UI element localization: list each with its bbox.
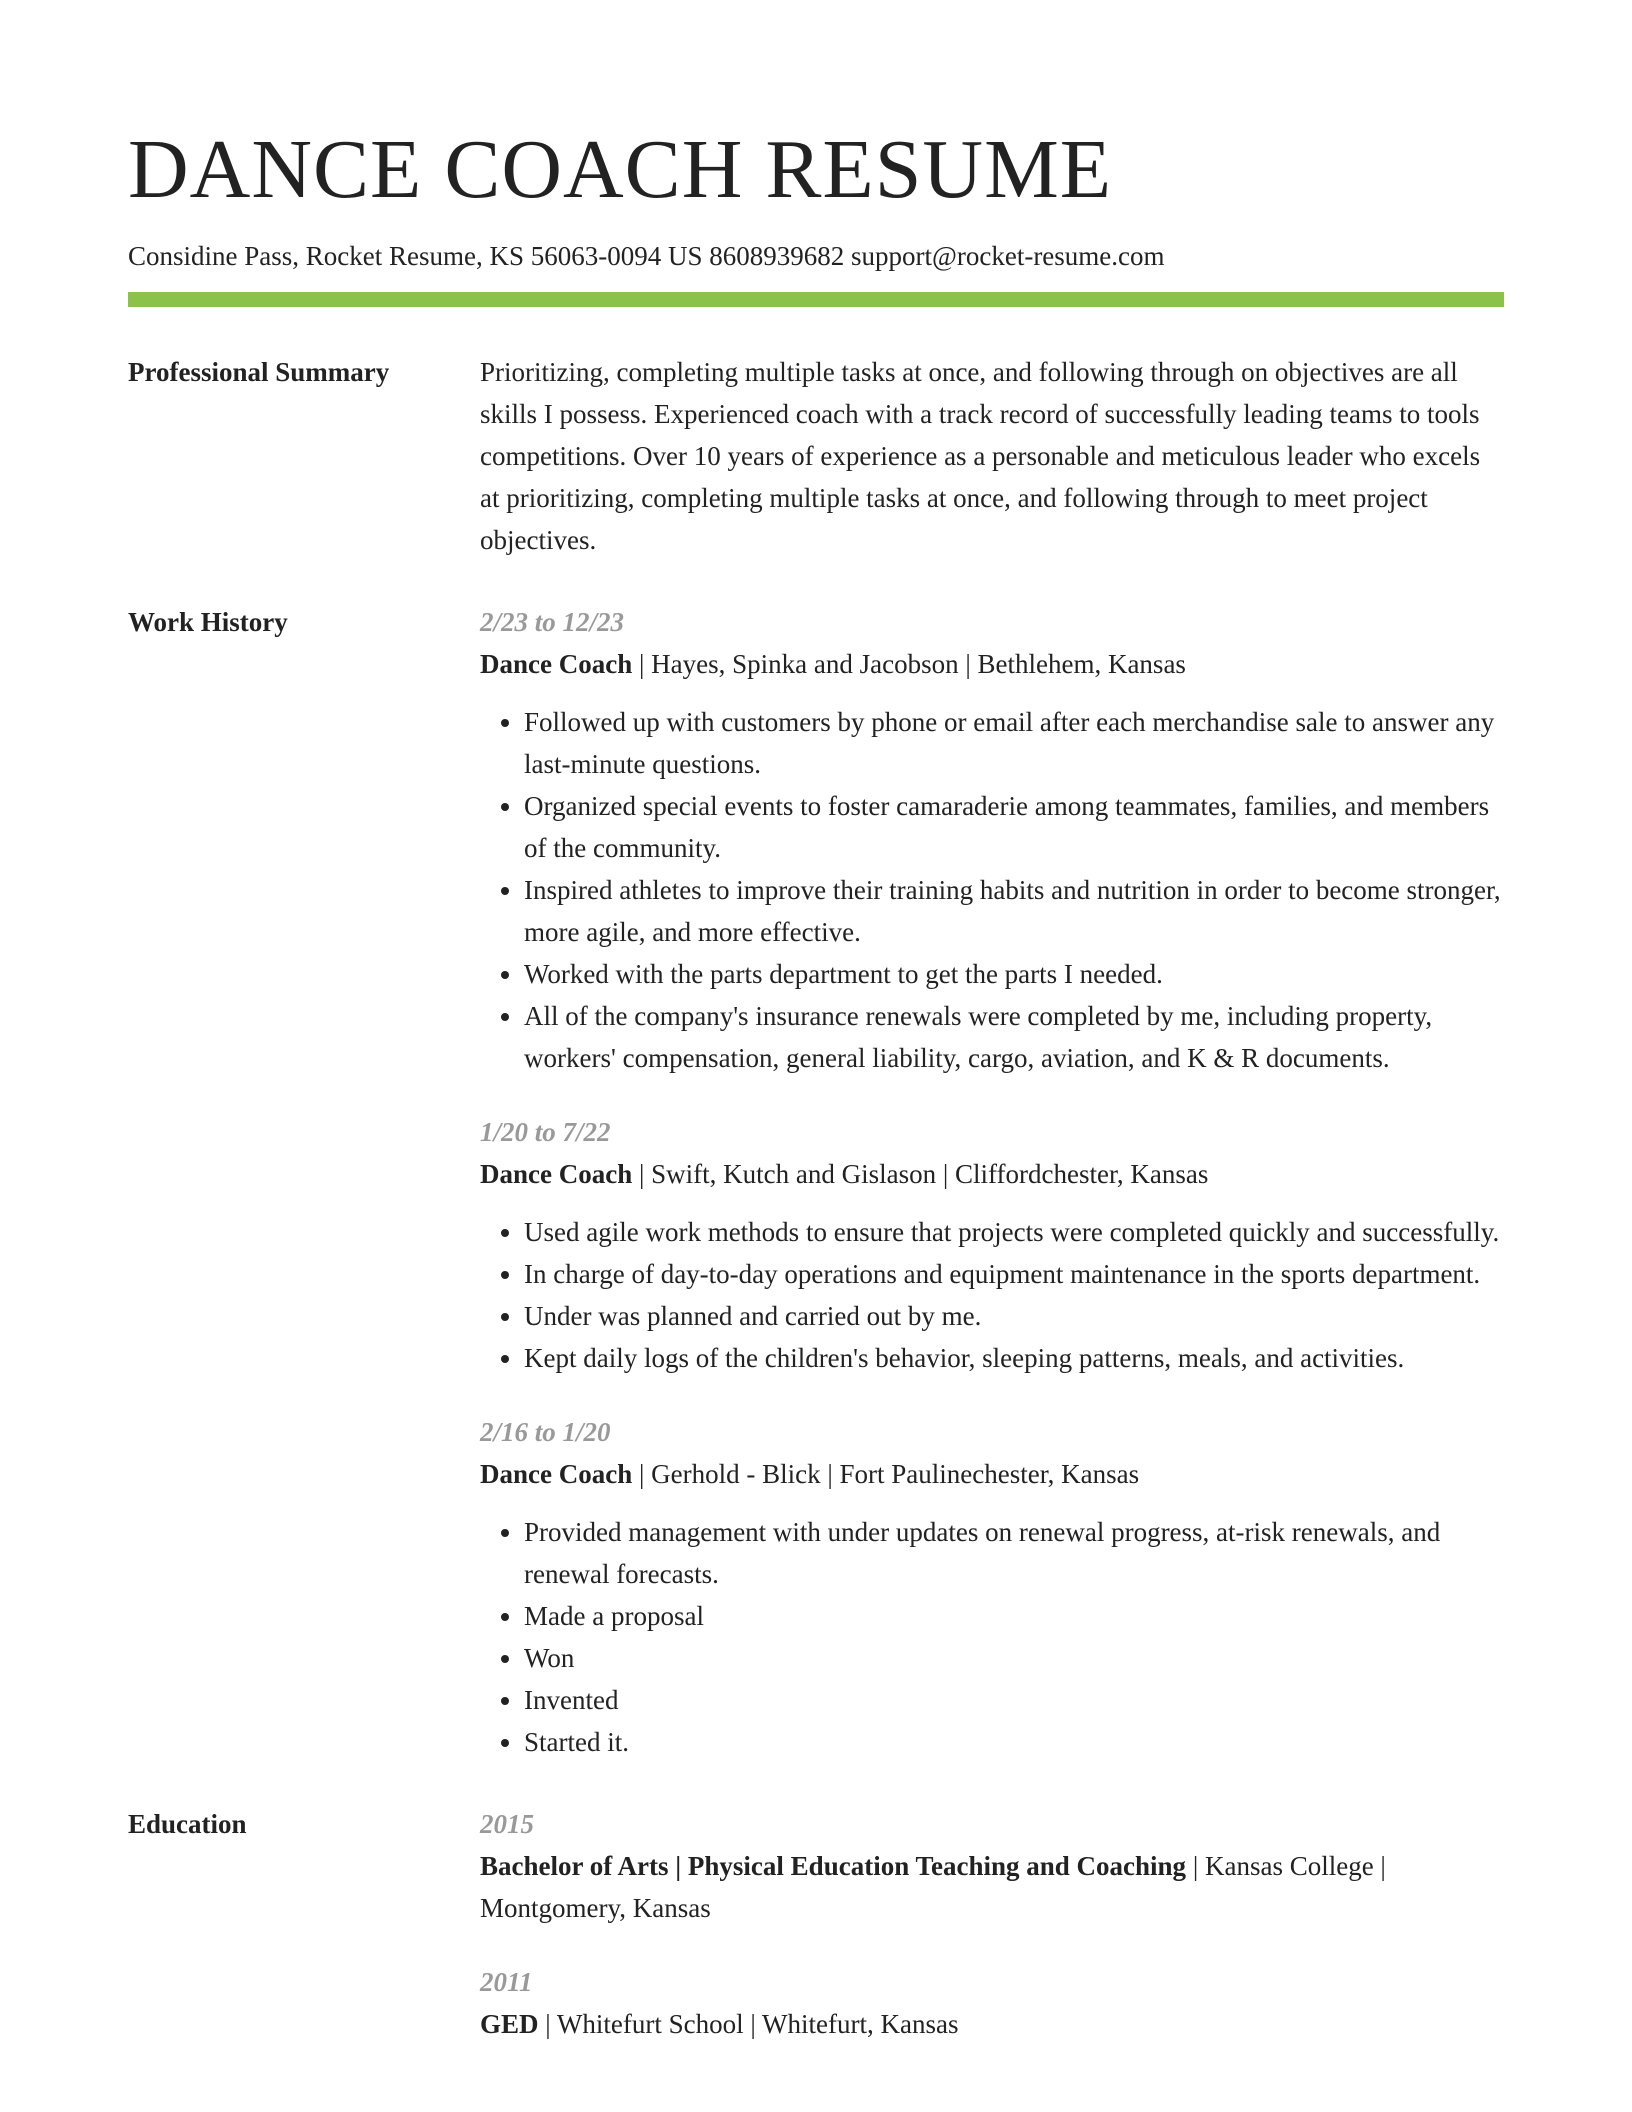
list-item: • Started it. xyxy=(524,1721,1504,1763)
job-employer-location: | Gerhold - Blick | Fort Paulinechester, Kansas xyxy=(632,1459,1140,1489)
work-history-label: Work History xyxy=(128,607,288,637)
job-title: Dance Coach xyxy=(480,1459,633,1489)
education-list xyxy=(480,1803,1504,2045)
list-item: • Made a proposal xyxy=(524,1595,1504,1637)
list-item: • Worked with the parts department to get the parts I needed. xyxy=(524,953,1504,995)
job-employer-location: | Swift, Kutch and Gislason | Cliffordchester, Kansas xyxy=(632,1159,1209,1189)
education-degree: Bachelor of Arts | Physical Education Teaching and Coaching xyxy=(480,1851,1187,1881)
list-item: • Used agile work methods to ensure that projects were completed quickly and successfully. xyxy=(524,1211,1504,1253)
header-divider xyxy=(128,292,1504,307)
job-dates: 2/16 to 1/20 xyxy=(480,1417,611,1447)
list-item: • Kept daily logs of the children's behavior, sleeping patterns, meals, and activities. xyxy=(524,1337,1504,1379)
list-item: • Under was planned and carried out by me. xyxy=(524,1295,1504,1337)
list-item: • Won xyxy=(524,1637,1504,1679)
job-entry xyxy=(480,1411,1504,1763)
summary-label: Professional Summary xyxy=(128,357,390,387)
job-heading xyxy=(480,643,1504,685)
education-school-location: | Kansas College | Montgomery, Kansas xyxy=(480,1851,1386,1923)
resume-title: DANCE COACH RESUME xyxy=(128,123,1113,216)
education-heading xyxy=(480,2003,1504,2045)
education-year: 2011 xyxy=(480,1967,533,1997)
list-item: • All of the company's insurance renewals were completed by me, including property, workers' compensation, general liability, cargo, aviation, and K & R documents. xyxy=(524,995,1504,1079)
contact-line: Considine Pass, Rocket Resume, KS 56063-0094 US 8608939682 support@rocket-resume.com xyxy=(128,241,1165,271)
education-label: Education xyxy=(128,1809,247,1839)
job-heading xyxy=(480,1153,1504,1195)
education-degree: GED xyxy=(480,2009,539,2039)
job-employer-location: | Hayes, Spinka and Jacobson | Bethlehem, Kansas xyxy=(632,649,1186,679)
list-item: • Provided management with under updates on renewal progress, at-risk renewals, and renewal forecasts. xyxy=(524,1511,1504,1595)
job-entry xyxy=(480,601,1504,1079)
jobs-list xyxy=(480,601,1504,1763)
list-item: • Invented xyxy=(524,1679,1504,1721)
education-school-location: | Whitefurt School | Whitefurt, Kansas xyxy=(538,2009,959,2039)
education-heading xyxy=(480,1845,1504,1929)
job-dates: 1/20 to 7/22 xyxy=(480,1117,611,1147)
education-entry xyxy=(480,1961,1504,2045)
job-bullets xyxy=(480,701,1504,1079)
job-heading xyxy=(480,1453,1504,1495)
education-section xyxy=(128,1803,1504,2045)
education-entry xyxy=(480,1803,1504,1929)
job-title: Dance Coach xyxy=(480,1159,633,1189)
resume-page xyxy=(128,120,1504,2045)
job-bullets xyxy=(480,1211,1504,1379)
job-dates: 2/23 to 12/23 xyxy=(480,607,625,637)
job-entry xyxy=(480,1111,1504,1379)
list-item: • Organized special events to foster camaraderie among teammates, families, and members of the community. xyxy=(524,785,1504,869)
list-item: • Followed up with customers by phone or email after each merchandise sale to answer any last-minute questions. xyxy=(524,701,1504,785)
summary-text: Prioritizing, completing multiple tasks at once, and following through on objectives are all skills I possess. Experienced coach with a track record of successfully leading teams to tools competitions. Over 10 years of experience as a personable and meticulous leader who excels at prioritizing, completing multiple tasks at once, and following through to meet project objectives. xyxy=(480,357,1481,555)
work-history-section xyxy=(128,601,1504,1763)
job-title: Dance Coach xyxy=(480,649,633,679)
list-item: • In charge of day-to-day operations and equipment maintenance in the sports department. xyxy=(524,1253,1504,1295)
list-item: • Inspired athletes to improve their training habits and nutrition in order to become stronger, more agile, and more effective. xyxy=(524,869,1504,953)
job-bullets xyxy=(480,1511,1504,1763)
education-year: 2015 xyxy=(480,1809,534,1839)
summary-section xyxy=(128,351,1504,561)
